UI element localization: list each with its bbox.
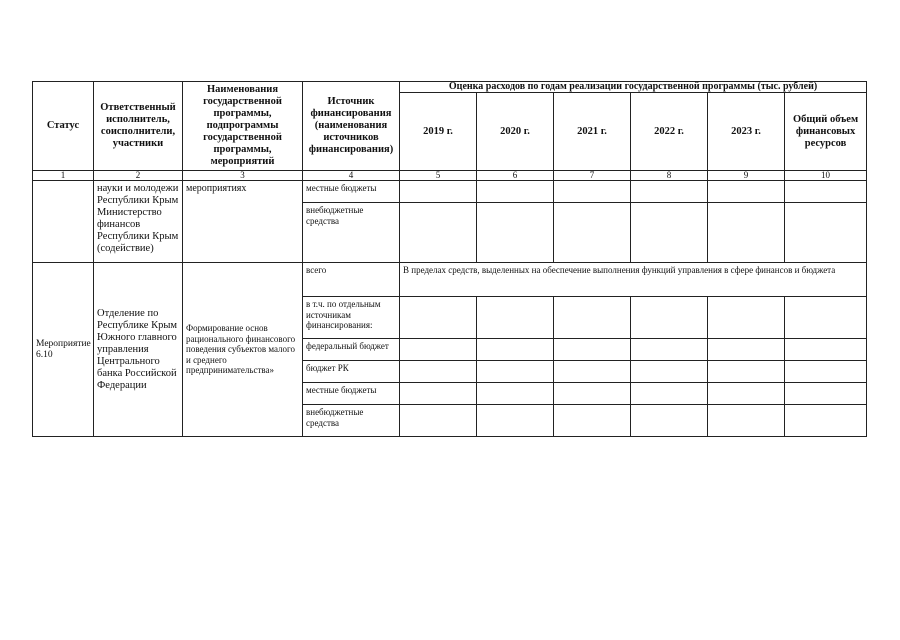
event-name-cell: мероприятиях [183, 181, 303, 263]
value-cell [631, 297, 708, 339]
financing-table [32, 81, 867, 437]
value-cell [477, 203, 554, 263]
column-number: 3 [183, 171, 303, 181]
column-number-row [33, 171, 867, 181]
col-header-year-2019: 2019 г. [400, 93, 477, 171]
value-cell [400, 203, 477, 263]
header-row-1 [33, 82, 867, 93]
column-number: 10 [785, 171, 867, 181]
value-cell [554, 361, 631, 383]
column-number: 7 [554, 171, 631, 181]
value-cell [708, 339, 785, 361]
value-cell [785, 181, 867, 203]
value-cell [708, 405, 785, 437]
event-name-cell: Формирование основ рационального финансового поведения субъектов малого и среднего предпринимательства» [183, 263, 303, 437]
column-number: 9 [708, 171, 785, 181]
value-cell [708, 203, 785, 263]
column-number: 6 [477, 171, 554, 181]
value-cell [708, 297, 785, 339]
value-cell [554, 181, 631, 203]
status-cell [33, 181, 94, 263]
value-cell [400, 181, 477, 203]
value-cell [708, 383, 785, 405]
value-cell [631, 405, 708, 437]
value-cell [477, 383, 554, 405]
value-cell [631, 383, 708, 405]
col-header-year-2022: 2022 г. [631, 93, 708, 171]
value-cell [400, 383, 477, 405]
value-cell [554, 297, 631, 339]
col-header-total: Общий объем финансовых ресурсов [785, 93, 867, 171]
column-number: 1 [33, 171, 94, 181]
value-cell [554, 339, 631, 361]
col-header-year-2021: 2021 г. [554, 93, 631, 171]
value-cell [785, 361, 867, 383]
value-cell [477, 339, 554, 361]
value-cell [631, 361, 708, 383]
value-cell [785, 203, 867, 263]
value-cell [785, 297, 867, 339]
source-cell: бюджет РК [303, 361, 400, 383]
value-cell [477, 405, 554, 437]
value-cell [477, 297, 554, 339]
value-cell [477, 361, 554, 383]
source-cell: федеральный бюджет [303, 339, 400, 361]
column-number: 2 [94, 171, 183, 181]
value-cell [554, 203, 631, 263]
col-header-estimate: Оценка расходов по годам реализации государственной программы (тыс. рублей) [400, 82, 867, 93]
column-number: 5 [400, 171, 477, 181]
column-number: 8 [631, 171, 708, 181]
source-cell: местные бюджеты [303, 181, 400, 203]
value-cell [631, 339, 708, 361]
table-row [33, 181, 867, 203]
value-cell [785, 405, 867, 437]
source-cell: местные бюджеты [303, 383, 400, 405]
col-header-year-2023: 2023 г. [708, 93, 785, 171]
value-cell [400, 297, 477, 339]
executor-cell: Отделение по Республике Крым Южного главного управления Центрального банка Российской Федерации [94, 263, 183, 437]
col-header-year-2020: 2020 г. [477, 93, 554, 171]
table-row [33, 263, 867, 297]
value-cell [708, 181, 785, 203]
value-cell [554, 383, 631, 405]
value-cell [631, 181, 708, 203]
source-cell: всего [303, 263, 400, 297]
value-cell [785, 339, 867, 361]
status-cell: Мероприятие 6.10 [33, 263, 94, 437]
source-cell: внебюджетные средства [303, 203, 400, 263]
value-cell [400, 361, 477, 383]
funding-note-cell: В пределах средств, выделенных на обеспечение выполнения функций управления в сфере финансов и бюджета [400, 263, 867, 297]
col-header-executor: Ответственный исполнитель, соисполнители, участники [94, 82, 183, 171]
value-cell [554, 405, 631, 437]
source-cell: внебюджетные средства [303, 405, 400, 437]
col-header-status: Статус [33, 82, 94, 171]
value-cell [708, 361, 785, 383]
value-cell [477, 181, 554, 203]
col-header-source: Источник финансирования (наименования источников финансирования) [303, 82, 400, 171]
value-cell [400, 339, 477, 361]
executor-cell: науки и молодежи Республики Крым Министерство финансов Республики Крым (содействие) [94, 181, 183, 263]
value-cell [631, 203, 708, 263]
source-cell: в т.ч. по отдельным источникам финансирования: [303, 297, 400, 339]
value-cell [785, 383, 867, 405]
column-number: 4 [303, 171, 400, 181]
value-cell [400, 405, 477, 437]
col-header-names: Наименования государственной программы, подпрограммы государственной программы, мероприятий [183, 82, 303, 171]
